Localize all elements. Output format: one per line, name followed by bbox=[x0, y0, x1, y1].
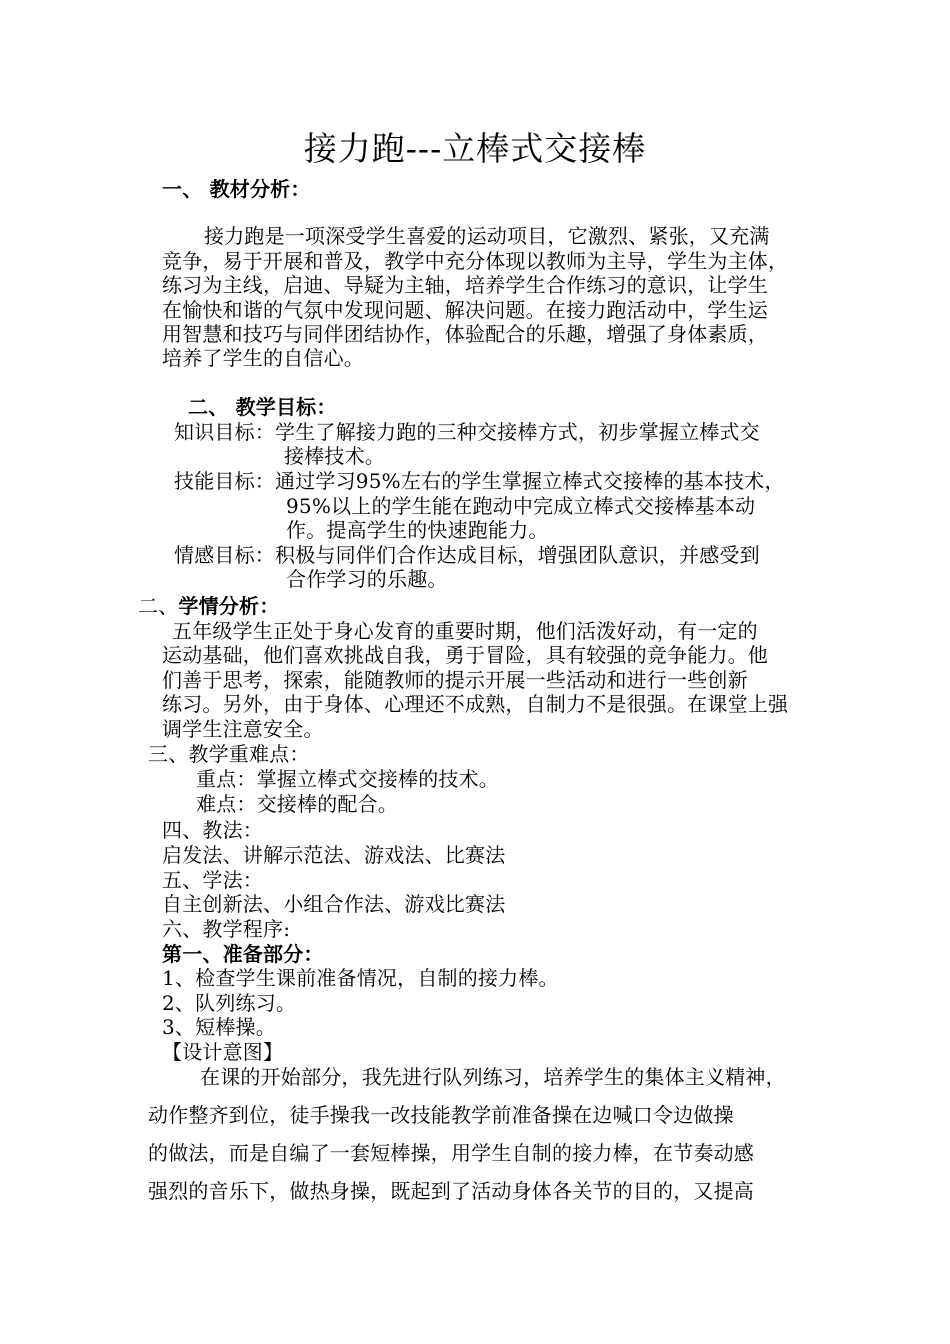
paragraph-line: 们善于思考，探索，能随教师的提示开展一些活动和进行一些创新 bbox=[162, 668, 748, 692]
section-heading-procedure: 六、教学程序: bbox=[162, 917, 291, 941]
section-heading-student-analysis bbox=[138, 594, 279, 618]
goal-knowledge-line: 知识目标：学生了解接力跑的三种交接棒方式，初步掌握立棒式交 bbox=[174, 420, 760, 444]
paragraph-line: 五年级学生正处于身心发育的重要时期，他们活泼好动，有一定的 bbox=[172, 619, 758, 643]
design-intent-line: 的做法，而是自编了一套短棒操，用学生自制的接力棒，在节奏动感 bbox=[148, 1141, 754, 1165]
goal-emotion-line: 情感目标：积极与同伴们合作达成目标，增强团队意识，并感受到 bbox=[174, 543, 760, 567]
paragraph-line: 在愉快和谐的气氛中发现问题、解决问题。在接力跑活动中，学生运 bbox=[162, 298, 768, 322]
page-title: 接力跑---立棒式交接棒 bbox=[303, 129, 647, 168]
learning-methods-content: 自主创新法、小组合作法、游戏比赛法 bbox=[162, 892, 506, 916]
paragraph-line: 练习为主线，启迪、导疑为主轴，培养学生合作练习的意识，让学生 bbox=[162, 273, 768, 297]
key-point-focus: 重点：掌握立棒式交接棒的技术。 bbox=[196, 767, 499, 791]
design-intent-line: 强烈的音乐下，做热身操，既起到了活动身体各关节的目的，又提高 bbox=[148, 1179, 754, 1203]
paragraph-line: 运动基础，他们喜欢挑战自我，勇于冒险，具有较强的竞争能力。他 bbox=[162, 643, 768, 667]
section-number: 二、 bbox=[138, 594, 179, 618]
design-intent-line: 在课的开始部分，我先进行队列练习，培养学生的集体主义精神， bbox=[200, 1065, 786, 1089]
goal-skill-line: 作。提高学生的快速跑能力。 bbox=[286, 518, 549, 542]
goal-knowledge-line: 接棒技术。 bbox=[284, 444, 385, 468]
teaching-methods-content: 启发法、讲解示范法、游戏法、比赛法 bbox=[162, 843, 506, 867]
section-heading-material-analysis: 一、 教材分析： bbox=[162, 177, 311, 201]
section-heading-learning-methods: 五、学法： bbox=[162, 868, 263, 892]
design-intent-line: 动作整齐到位，徒手操我一改技能教学前准备操在边喊口令边做操 bbox=[148, 1103, 734, 1127]
goal-skill-line: 95%以上的学生能在跑动中完成立棒式交接棒基本动 bbox=[286, 494, 756, 518]
section-heading-teaching-methods: 四、教法： bbox=[162, 818, 263, 842]
paragraph-line: 调学生注意安全。 bbox=[162, 717, 324, 741]
procedure-step: 1、检查学生课前准备情况，自制的接力棒。 bbox=[162, 966, 559, 990]
paragraph-line: 竞争，易于开展和普及，教学中充分体现以教师为主导，学生为主体， bbox=[162, 249, 789, 273]
procedure-part-heading: 第一、准备部分： bbox=[162, 942, 324, 966]
goal-emotion-line: 合作学习的乐趣。 bbox=[286, 567, 448, 591]
goal-skill-line: 技能目标：通过学习95%左右的学生掌握立棒式交接棒的基本技术， bbox=[174, 469, 785, 493]
key-point-difficulty: 难点：交接棒的配合。 bbox=[196, 792, 398, 816]
paragraph-line: 培养了学生的自信心。 bbox=[162, 346, 364, 370]
section-heading-teaching-goals: 二、 教学目标： bbox=[188, 395, 337, 419]
design-intent-label: 【设计意图】 bbox=[162, 1040, 284, 1064]
paragraph-line: 用智慧和技巧与同伴团结协作，体验配合的乐趣，增强了身体素质， bbox=[162, 322, 768, 346]
section-heading-key-points: 三、教学重难点： bbox=[148, 742, 310, 766]
procedure-step: 2、队列练习。 bbox=[162, 991, 297, 1015]
section-title: 学情分析： bbox=[178, 594, 280, 618]
paragraph-line: 接力跑是一项深受学生喜爱的运动项目，它激烈、紧张，又充满 bbox=[204, 224, 770, 248]
paragraph-line: 练习。另外，由于身体、心理还不成熟，自制力不是很强。在课堂上强 bbox=[162, 692, 789, 716]
procedure-step: 3、短棒操。 bbox=[162, 1015, 276, 1039]
